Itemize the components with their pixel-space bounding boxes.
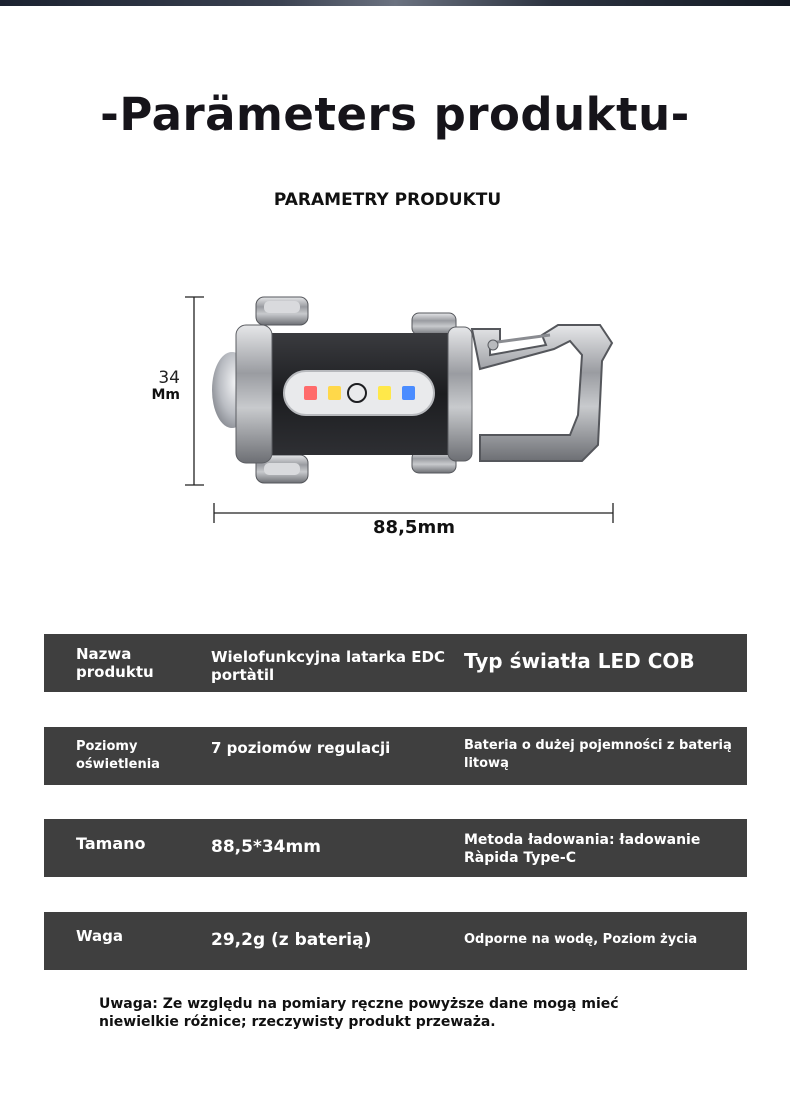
page-title: -Parämeters produktu- [100,88,690,141]
spec-extra: Metoda ładowania: ładowanie Ràpida Type-C [464,832,701,866]
height-unit: Mm [151,387,180,403]
spec-label: Tamano [76,834,146,853]
spec-extra: Bateria o dużej pojemności z baterią litową [464,738,732,771]
spec-label: Poziomy oświetlenia [76,739,160,772]
product-illustration [150,285,650,545]
spec-row [44,912,747,970]
spec-label: Waga [76,927,123,945]
top-banner-strip [0,0,790,6]
spec-value: 88,5*34mm [211,837,321,857]
height-dimension-line [185,297,204,485]
led-light [328,386,341,400]
spec-value: 7 poziomów regulacji [211,739,391,757]
spec-extra: Typ światła LED COB [464,649,695,673]
spec-label: Nazwa produktu [76,645,154,681]
led-light [304,386,317,400]
height-dimension-label [138,370,180,404]
spec-extra: Odporne na wodę, Poziom życia [464,932,698,947]
spec-value: Wielofunkcyjna latarka EDC portàtil [211,648,445,684]
width-dimension-label: 88,5mm [373,517,455,538]
led-light [402,386,415,400]
led-light [378,386,391,400]
section-subtitle: PARAMETRY PRODUKTU [273,190,502,210]
spec-row [44,727,747,785]
spec-row [44,634,747,692]
disclaimer-note: Uwaga: Ze względu na pomiary ręczne powyższe dane mogą mieć niewielkie różnice; rzeczywisty produkt przeważa. [99,996,619,1030]
height-value: 34 [158,368,180,388]
spec-value: 29,2g (z baterią) [211,930,372,950]
spec-row [44,819,747,877]
